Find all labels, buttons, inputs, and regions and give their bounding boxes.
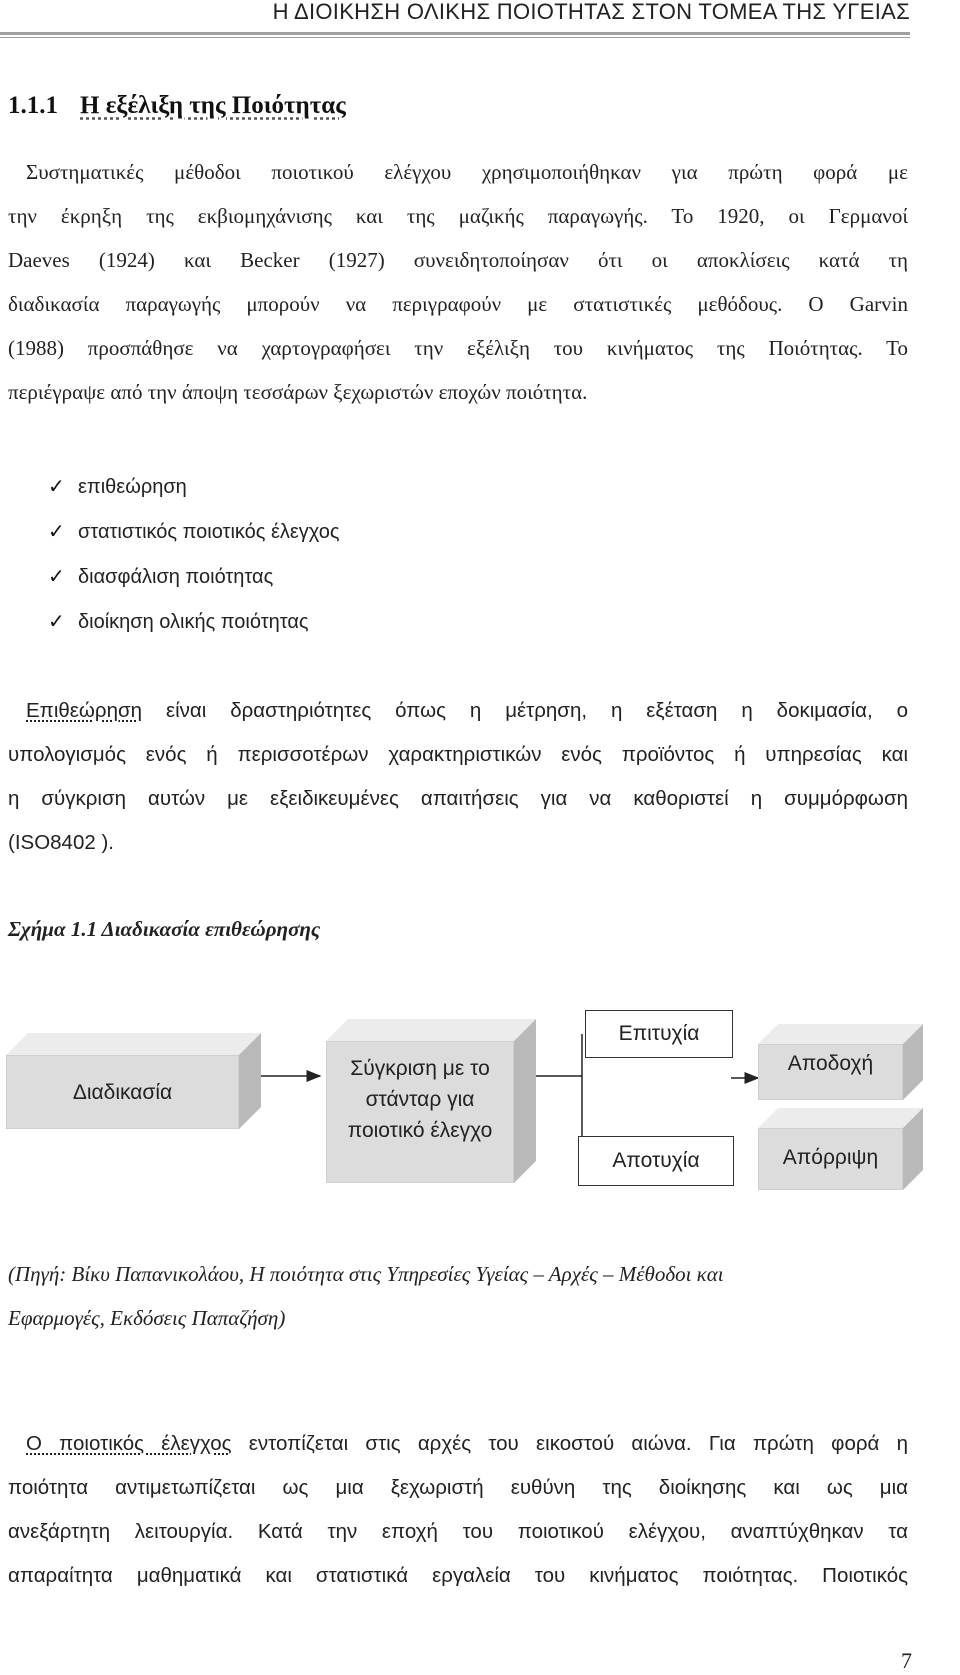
compare-line: ποιοτικό έλεγχο: [347, 1119, 493, 1142]
accept-label: Αποδοχή: [787, 1052, 874, 1075]
era-label: διασφάλιση ποιότητας: [78, 566, 274, 588]
section-title: Η εξέλιξη της Ποιότητας: [80, 92, 346, 119]
reject-box: [758, 1108, 923, 1190]
inspection-line: υπολογισμός ενός ή περισσοτέρων χαρακτηριστικών ενός προϊόντος ή υπηρεσίας και: [8, 743, 908, 766]
page-number: 7: [901, 1648, 912, 1673]
era-list-item: [48, 564, 273, 590]
failure-box: Αποτυχία: [578, 1136, 734, 1186]
check-icon: ✓: [48, 566, 65, 588]
success-box: Επιτυχία: [585, 1010, 733, 1058]
intro-paragraph: [8, 150, 908, 414]
quality-control-paragraph: [8, 1422, 908, 1598]
inspection-term: Επιθεώρηση: [26, 699, 143, 722]
intro-line: Daeves (1924) και Becker (1927) συνειδητοποίησαν ότι οι αποκλίσεις κατά τη: [8, 248, 908, 272]
check-icon: ✓: [48, 521, 65, 543]
qc-first-line: εντοπίζεται στις αρχές του εικοστού αιώνα. Για πρώτη φορά η: [231, 1432, 908, 1455]
intro-line: διαδικασία παραγωγής μπορούν να περιγραφούν με στατιστικές μεθόδους. Ο Garvin: [8, 292, 908, 316]
inspection-process-diagram: [0, 1000, 960, 1210]
inspection-paragraph: [8, 689, 908, 865]
era-list-item: [48, 609, 309, 635]
qc-line: ανεξάρτητη λειτουργία. Κατά την εποχή του ποιοτικού ελέγχου, αναπτύχθηκαν τα: [8, 1520, 908, 1543]
source-line: (Πηγή: Βίκυ Παπανικολάου, Η ποιότητα στις Υπηρεσίες Υγείας – Αρχές – Μέθοδοι και: [8, 1262, 724, 1286]
era-list-item: [48, 519, 340, 545]
intro-line: Συστηματικές μέθοδοι ποιοτικού ελέγχου χρησιμοποιήθηκαν για πρώτη φορά με: [26, 160, 908, 184]
era-label: επιθεώρηση: [78, 476, 187, 498]
header-rule: [0, 32, 910, 35]
process-box: [6, 1033, 261, 1129]
section-number: 1.1.1: [8, 92, 58, 119]
compare-line: Σύγκριση με το: [350, 1057, 490, 1080]
section-heading: [8, 92, 346, 120]
check-icon: ✓: [48, 611, 65, 633]
accept-box: [758, 1024, 923, 1100]
era-list-item: [48, 474, 187, 500]
intro-line: περιέγραψε από την άποψη τεσσάρων ξεχωριστών εποχών ποιότητα.: [8, 380, 588, 404]
figure-caption: Σχήμα 1.1 Διαδικασία επιθεώρησης: [8, 917, 321, 941]
header-rule-thin: [0, 37, 910, 38]
qc-line: ποιότητα αντιμετωπίζεται ως μια ξεχωριστή ευθύνη της διοίκησης και ως μια: [8, 1476, 908, 1499]
intro-line: την έκρηξη της εκβιομηχάνισης και της μαζικής παραγωγής. Το 1920, οι Γερμανοί: [8, 204, 908, 228]
inspection-line: [8, 689, 908, 733]
running-header: [0, 0, 910, 34]
compare-box: [326, 1019, 536, 1183]
inspection-first-line: είναι δραστηριότητες όπως η μέτρηση, η εξέταση η δοκιμασία, ο: [142, 699, 908, 722]
compare-label: [326, 1053, 514, 1146]
era-label: στατιστικός ποιοτικός έλεγχος: [78, 521, 340, 543]
inspection-line: (ISO8402 ).: [8, 831, 114, 854]
era-label: διοίκηση ολικής ποιότητας: [78, 611, 309, 633]
qc-line: απαραίτητα μαθηματικά και στατιστικά εργαλεία του κινήματος ποιότητας. Ποιοτικός: [8, 1564, 908, 1587]
inspection-line: η σύγκριση αυτών με εξειδικευμένες απαιτήσεις για να καθοριστεί η συμμόρφωση: [8, 787, 908, 810]
qc-term: Ο ποιοτικός έλεγχος: [26, 1432, 232, 1455]
reject-label: Απόρριψη: [782, 1146, 879, 1169]
figure-source: [8, 1252, 908, 1340]
qc-line: [8, 1422, 908, 1466]
running-header-title: Η ΔΙΟΙΚΗΣΗ ΟΛΙΚΗΣ ΠΟΙΟΤΗΤΑΣ ΣΤΟΝ ΤΟΜΕΑ ΤΗΣ ΥΓΕΙΑΣ: [272, 0, 910, 24]
check-icon: ✓: [48, 476, 65, 498]
source-line: Εφαρμογές, Εκδόσεις Παπαζήση): [8, 1306, 286, 1330]
compare-line: στάνταρ για: [365, 1088, 475, 1111]
intro-line: (1988) προσπάθησε να χαρτογραφήσει την εξέλιξη του κινήματος της Ποιότητας. Το: [8, 336, 908, 360]
process-label: Διαδικασία: [72, 1081, 173, 1104]
